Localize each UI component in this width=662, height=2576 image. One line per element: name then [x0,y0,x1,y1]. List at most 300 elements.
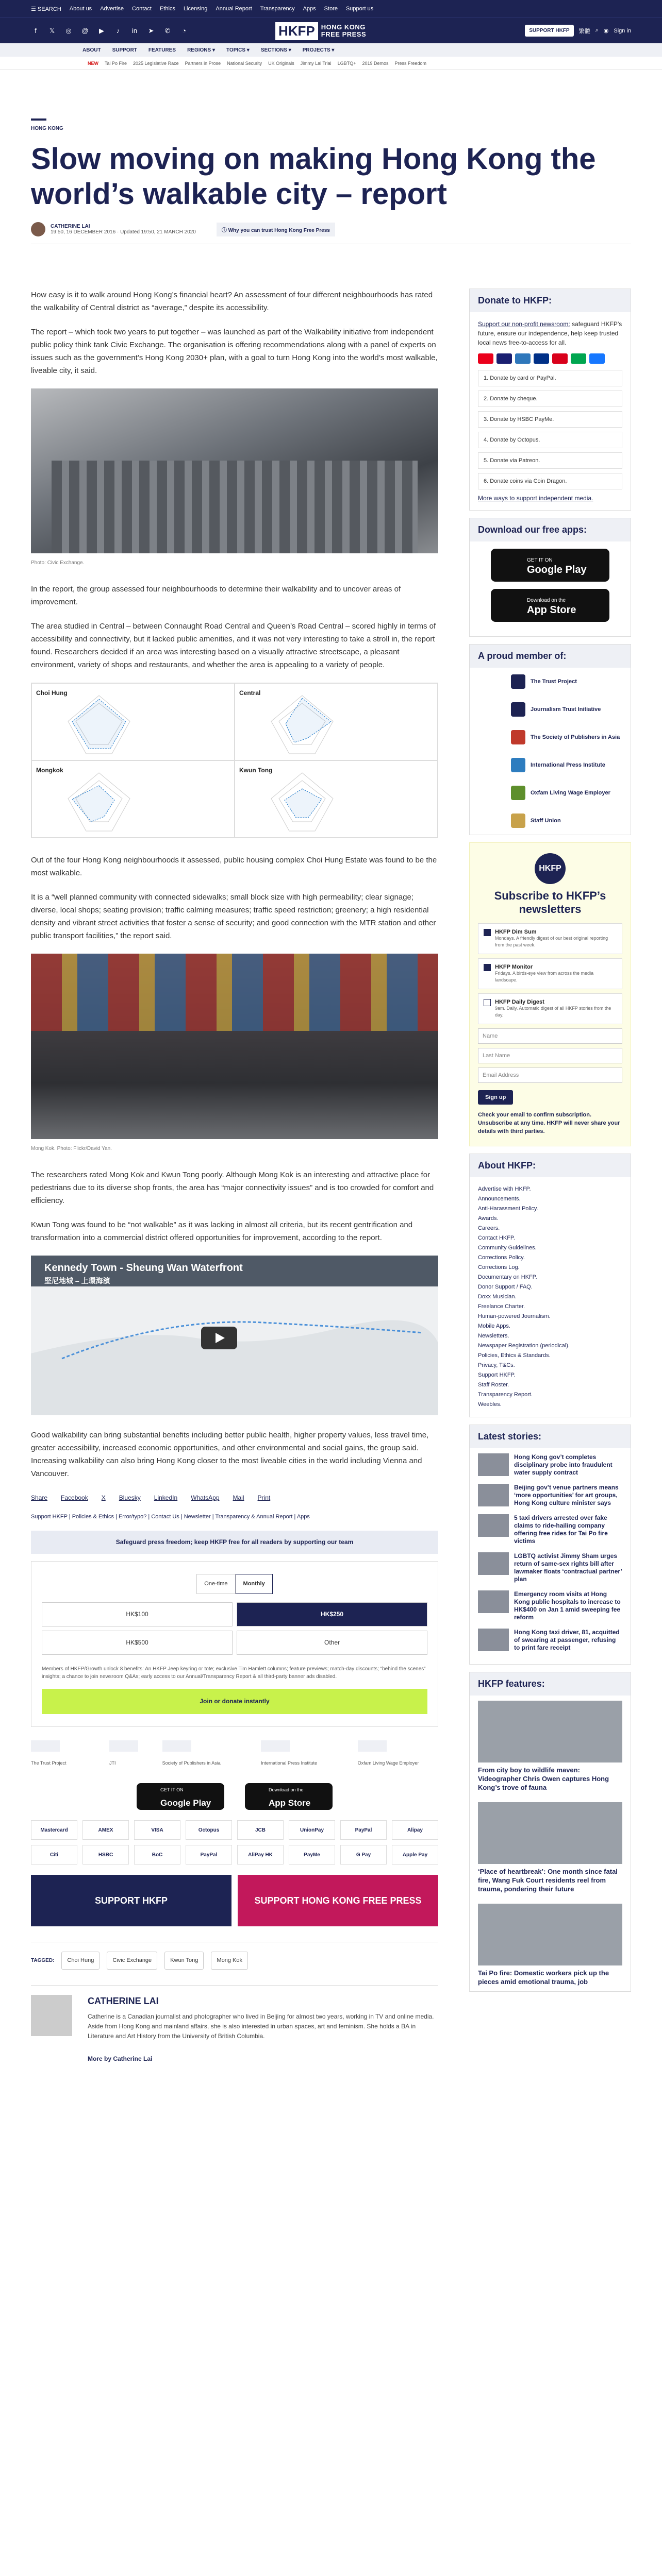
about-link[interactable]: Freelance Charter. [478,1303,525,1310]
badge-label: The Trust Project [31,1760,67,1766]
video-subtitle: 堅尼地城 – 上環海濱 [44,1277,110,1285]
app-store-button[interactable] [491,589,609,622]
donation-widget [31,1561,438,1727]
tag[interactable]: Mong Kok [211,1952,248,1970]
feature-story[interactable] [470,1797,631,1899]
story-title: Emergency room visits at Hong Kong public hospitals to increase to HK$400 on Jan 1 amid sweeping fee reform [514,1590,621,1621]
payment-logo: Alipay [392,1820,438,1840]
author-box-name[interactable]: CATHERINE LAI [88,1996,159,2006]
chart-title: Kwun Tong [239,767,273,774]
trending-bar [0,57,662,70]
badge-label: JTI [109,1760,116,1766]
payment-logo: BoC [134,1845,180,1865]
payment-logo: JCB [237,1820,284,1840]
radar-svg [266,770,338,835]
trending-link[interactable]: 2025 Legislative Race [133,60,179,66]
search-link[interactable]: ☰ SEARCH [31,6,61,12]
tiktok-icon[interactable]: ♪ [116,27,120,35]
payment-logo: Apple Pay [392,1845,438,1865]
member-org[interactable] [470,723,631,751]
author-name[interactable]: CATHERINE LAI [51,224,90,229]
about-link[interactable]: Support HKFP. [478,1372,516,1378]
user-icon: ◉ [603,28,609,34]
tag[interactable]: Kwun Tong [164,1952,204,1970]
feature-title: Tai Po fire: Domestic workers pick up the pieces amid emotional trauma, job [478,1969,609,1986]
radar-series [72,786,114,822]
member-org[interactable] [470,779,631,807]
newsletter-note: Check your email to confirm subscription. Unsubscribe at any time. HKFP will never share your details with third parties. [478,1112,620,1134]
nl-desc: Mondays. A friendly digest of our best original reporting from the past week. [495,936,608,947]
as-label: App Store [527,604,576,616]
org-name: Oxfam Living Wage Employer [531,790,610,796]
footer-links[interactable]: Support HKFP | Policies & Ethics | Error/typo? | Contact Us | Newsletter | Transparency & Annual Report | Apps [31,1514,310,1520]
author-avatar [31,222,45,236]
org-name: The Society of Publishers in Asia [531,734,620,740]
latest-story[interactable] [478,1629,622,1652]
about-link[interactable]: Community Guidelines. [478,1245,537,1251]
nav-item[interactable]: PROJECTS ▾ [302,47,335,53]
last-name-input[interactable]: Last Name [478,1048,622,1063]
badge-logo [162,1740,191,1752]
nl-name: HKFP Dim Sum [495,929,537,935]
about-link[interactable]: Documentary on HKFP. [478,1274,537,1280]
latest-panel [469,1425,631,1665]
waterfront-video[interactable] [31,1256,438,1415]
about-link[interactable]: Anti-Harassment Policy. [478,1206,538,1212]
top-link[interactable]: Licensing [183,6,208,12]
latest-story[interactable] [478,1453,622,1477]
radar-chart [31,760,235,838]
org-name: International Press Institute [531,762,605,768]
payment-logo: UnionPay [289,1820,335,1840]
paragraph: The report – which took two years to put together – was launched as part of the Walkability initiative from independent public policy think tank Civic Exchange. The organisation is offering recommendations along with a panel of experts on issues such as the government’s Hong Kong 2030+ plan, with a goal to turn Hong Kong into the world’s most walkable, liveable city, it said. [31,328,438,375]
badge-label: International Press Institute [260,1760,318,1766]
photo-caption: Photo: Civic Exchange. [31,560,85,566]
top-link[interactable]: Contact [132,6,152,12]
latest-story[interactable] [478,1484,622,1507]
feature-image [478,1904,622,1965]
donate-link[interactable]: Support our non-profit newsroom: [478,320,570,328]
youtube-icon[interactable]: ▶ [99,26,104,35]
about-link[interactable]: Announcements. [478,1196,521,1202]
about-link[interactable]: Privacy, T&Cs. [478,1362,515,1368]
author-bio: Catherine is a Canadian journalist and photographer who lived in Beijing for almost two years, working in TV and online media. Aside from Hong Kong and mainland affairs, she is also interested in urban spaces, art and feminism. She holds a BA in Literature and Art History from the University of British Columbia. [88,2013,434,2040]
paragraph: How easy is it to walk around Hong Kong’s financial heart? An assessment of four different neighbourhoods has rated the walkability of Central district as “average,” despite its accessibility. [31,291,433,312]
join-button[interactable]: Join or donate instantly [42,1689,427,1714]
about-link[interactable]: Contact HKFP. [478,1235,515,1241]
linkedin-icon[interactable]: in [131,27,138,35]
about-title: About HKFP: [470,1154,631,1177]
story-title: Beijing gov’t venue partners means ‘more opportunities’ for art groups, Hong Kong culture minister says [514,1484,619,1506]
search-label: SEARCH [37,6,61,12]
byline-text [51,224,196,235]
article-dates: 19:50, 16 DECEMBER 2016 · Updated 19:50, 21 MARCH 2020 [51,229,196,235]
photo-signs [31,954,438,1031]
rss-icon[interactable]: ◔ [182,27,186,35]
trending-link[interactable]: Partners in Prose [185,60,221,66]
as-label: App Store [269,1798,311,1808]
video-title: Kennedy Town - Sheung Wan Waterfront [44,1262,243,1274]
proud-title: A proud member of: [470,645,631,668]
payment-logo: AliPay HK [237,1845,284,1865]
nav-item[interactable]: REGIONS ▾ [187,47,215,53]
sign-in-link[interactable]: Sign in [614,27,631,34]
trending-link[interactable]: Tai Po Fire [105,60,127,66]
badge-trust-project[interactable] [31,1740,89,1770]
chart-title: Choi Hung [36,689,68,697]
gp-label: Google Play [527,564,587,575]
newsletter-option[interactable] [478,993,622,1024]
nav-item[interactable]: SUPPORT [112,47,137,53]
top-link[interactable]: Annual Report [216,6,252,12]
donate-option[interactable]: 1. Donate by card or PayPal. [478,370,622,386]
nav-item[interactable]: FEATURES [148,47,176,53]
newsletter-panel [469,842,631,1146]
story-thumbnail [478,1453,509,1476]
google-play-button[interactable] [137,1783,224,1810]
story-title: Hong Kong gov’t completes disciplinary probe into fraudulent water supply contract [514,1453,613,1476]
trust-label: Why you can trust Hong Kong Free Press [228,227,330,233]
badge-label: Oxfam Living Wage Employer [357,1760,419,1766]
trending-link[interactable]: LGBTQ+ [337,60,356,66]
about-link[interactable]: Policies, Ethics & Standards. [478,1352,551,1359]
new-badge: NEW [88,60,98,66]
apps-panel [469,518,631,637]
org-name: The Trust Project [531,679,577,685]
frequency-toggle [42,1574,427,1594]
logo-text [321,24,366,39]
tag[interactable]: Civic Exchange [107,1952,157,1970]
donate-option[interactable]: 6. Donate coins via Coin Dragon. [478,473,622,489]
org-logo [511,730,525,744]
feature-title: From city boy to wildlife maven: Videographer Chris Owen captures Hong Kong’s trove of fauna [478,1766,609,1791]
feature-image [478,1701,622,1762]
hkfp-logo-circle: HKFP [535,853,566,884]
donate-text: safeguard HKFP’s future, ensure our independence, help keep trusted local news free-to-access for all. [478,320,622,346]
member-org[interactable] [470,807,631,835]
donate-option[interactable]: 2. Donate by cheque. [478,391,622,407]
org-logo [511,702,525,717]
amount-option[interactable]: HK$500 [42,1631,233,1655]
header-tools [525,25,631,37]
paragraph: Good walkability can bring substantial benefits including better public health, higher property values, less travel time, greater accessibility, increased economic opportunities, and other environmental and social gains, the group said. Increasing walkability can also bring Hong Kong closer to the most liveable cities in the world including Vienna and Vancouver. [31,1431,429,1478]
payment-logo: PayMe [289,1845,335,1865]
org-logo [511,758,525,772]
story-title: LGBTQ activist Jimmy Sham urges return of same-sex rights bill after lawmaker floats ‘contractual partner’ plan [514,1552,622,1583]
article-body [31,289,438,2065]
nl-name: HKFP Monitor [495,964,533,970]
badge-oxfam[interactable] [358,1740,438,1770]
about-link[interactable]: Weebles. [478,1401,502,1408]
about-link[interactable]: Corrections Log. [478,1264,520,1270]
story-thumbnail [478,1590,509,1613]
org-logo [511,814,525,828]
member-org[interactable] [470,668,631,696]
member-org[interactable] [470,751,631,779]
chart-title: Mongkok [36,767,63,774]
sidebar [469,289,631,1999]
mastercard-icon [478,353,493,364]
gp-small: GET IT ON [160,1787,184,1792]
amount-option-selected[interactable]: HK$250 [237,1602,427,1626]
features-panel [469,1672,631,1992]
top-utility-bar [0,0,662,18]
story-thumbnail [478,1552,509,1575]
amount-option[interactable]: HK$100 [42,1602,233,1626]
feature-image [478,1802,622,1864]
amount-options [42,1602,427,1655]
trending-link[interactable]: Press Freedom [394,60,427,66]
author-box [31,1985,438,2065]
gp-small: GET IT ON [527,557,553,563]
amount-other[interactable]: Other [237,1631,427,1655]
main-nav [0,43,662,57]
donate-title: Donate to HKFP: [470,289,631,312]
photo-street [52,461,418,553]
top-link[interactable]: Transparency [260,6,295,12]
unionpay-icon [552,353,568,364]
alipay-icon [589,353,605,364]
share-links [31,1492,438,1504]
badge-logo [261,1740,290,1752]
radar-svg [63,770,135,835]
donate-option[interactable]: 5. Donate via Patreon. [478,452,622,469]
telegram-icon[interactable]: ➤ [148,26,154,35]
radar-chart [235,760,438,838]
badge-logo [358,1740,387,1752]
radar-svg [63,693,135,757]
latest-list [470,1448,631,1664]
walkability-charts [31,683,438,838]
payment-logo: VISA [134,1820,180,1840]
about-link[interactable]: Awards. [478,1215,499,1222]
story-title: Hong Kong taxi driver, 81, acquitted of swearing at passenger, refusing to print fare receipt [514,1629,620,1651]
logo-line-2: FREE PRESS [321,30,367,38]
visa-icon [496,353,512,364]
chart-title: Central [239,689,261,697]
payment-logo: AMEX [82,1820,129,1840]
paragraph: The area studied in Central – between Connaught Road Central and Queen’s Road Central – scored highly in terms of accessibility and connectivity, but it lacked public amenities, and it was not very interesting to take a stroll in, the report found. Researchers decided if an area was interesting based on a visually attractive streetscape, a pleasant environment, variety of shops and restaurants, and whether the area is appealing to a variety of people. [31,622,436,669]
article-title: Slow moving on making Hong Kong the world’s walkable city – report [31,142,596,211]
amex-icon [515,353,531,364]
nl-name: HKFP Daily Digest [495,999,544,1005]
top-link[interactable]: Advertise [100,6,124,12]
social-icons [31,26,189,36]
logo-line-1: HONG KONG [321,23,366,31]
paragraph: Kwun Tong was found to be “not walkable” as it was lacking in almost all criteria, but its recent gentrification and transformation into a commercial district offered opportunities for improvement, according to the report. [31,1221,413,1242]
nl-desc: Fridays. A birds-eye view from across the media landscape. [495,971,594,982]
about-link[interactable]: Corrections Policy. [478,1255,525,1261]
trending-link[interactable]: National Security [227,60,262,66]
story-thumbnail [478,1514,509,1537]
nav-item[interactable]: SECTIONS ▾ [260,47,291,53]
about-link[interactable]: Newsletters. [478,1333,509,1339]
monthly-tab[interactable]: Monthly [236,1574,273,1594]
badge-logo [109,1740,138,1752]
tag[interactable]: Choi Hung [61,1952,100,1970]
radar-series [285,789,322,818]
apps-title: Download our free apps: [470,518,631,541]
top-link[interactable]: Support us [345,6,374,12]
about-link[interactable]: Mobile Apps. [478,1323,510,1329]
paragraph: The researchers rated Mong Kok and Kwun Tong poorly. Although Mong Kok is an interesting and attractive place for pedestrians due to its diverse shop fronts, the area has “major connectivity issues” and is too crowded for comfort and efficiency. [31,1171,434,1205]
org-logo [511,786,525,800]
chinese-toggle[interactable]: 繁體 [578,28,590,35]
donate-option[interactable]: 3. Donate by HSBC PayMe. [478,411,622,428]
app-store-buttons [31,1783,438,1810]
article-photo [31,388,438,553]
email-input[interactable]: Email Address [478,1067,622,1083]
paragraph: It is a “well planned community with connected sidewalks; small block size with high permeability; clear signage; diverse, local shops; seating provision; traffic calming measures; traffic speed restriction; greenery; a high residential density and vibrant street activities that foster a sense of security; and good connection with the MTR station and other public transport facilities,” the report said. [31,893,436,940]
facebook-icon[interactable]: f [35,27,37,35]
org-name: Journalism Trust Initiative [531,706,601,713]
about-link[interactable]: Donor Support / FAQ. [478,1284,533,1290]
donate-options [478,370,622,489]
trending-link[interactable]: 2019 Demos [362,60,389,66]
org-name: Staff Union [531,818,561,824]
top-link[interactable]: Store [324,6,338,12]
tags-row [31,1942,438,1970]
nav-item[interactable]: TOPICS ▾ [226,47,250,53]
gp-label: Google Play [160,1798,211,1808]
safeguard-banner[interactable]: Safeguard press freedom; keep HKFP free for all readers by supporting our team [31,1531,438,1554]
app-store-button[interactable] [245,1783,333,1810]
member-badges [31,1740,438,1770]
more-ways-link[interactable]: More ways to support independent media. [478,495,593,502]
badge-label: Society of Publishers in Asia [162,1760,221,1766]
donate-option[interactable]: 4. Donate by Octopus. [478,432,622,448]
newsletter-option[interactable] [478,958,622,989]
site-logo[interactable] [275,19,389,43]
newsletter-title: Subscribe to HKFP’s newsletters [494,889,606,916]
promo-banners [31,1875,438,1926]
story-title: 5 taxi drivers arrested over fake claims to ride-hailing company offering free rides for Tai Po fire victims [514,1514,608,1545]
share-link[interactable]: Bluesky [119,1494,141,1501]
about-link[interactable]: Doxx Musician. [478,1294,517,1300]
member-org[interactable] [470,696,631,723]
story-thumbnail [478,1484,509,1506]
radar-chart [235,683,438,760]
org-logo [511,674,525,689]
payment-logo: Mastercard [31,1820,77,1840]
payment-logo: HSBC [82,1845,129,1865]
membership-note: Members of HKFP/Growth unlock 8 benefits: An HKFP Jeep keyring or tote; exclusive Tim Hamlett columns; feature previews; match-day discounts; “behind the scenes” insights; a chance to join newsroom Q&As; early access to our Annual/Transparency Report & all third-party banner ads disabled. [42,1666,426,1680]
trust-link[interactable]: ⓘ Why you can trust Hong Kong Free Press [217,223,335,236]
paypal-icon [534,353,549,364]
logo-mark: HKFP [275,22,318,40]
checkbox-checked[interactable] [484,964,491,971]
latest-story[interactable] [478,1552,622,1583]
top-link[interactable]: Apps [303,6,316,12]
badge-sopa[interactable] [162,1740,240,1770]
paragraph: Out of the four Hong Kong neighbourhoods it assessed, public housing complex Choi Hung Estate was found to be the most walkable. [31,856,437,877]
byline [31,222,631,244]
payment-logo: Citi [31,1845,77,1865]
badge-ipi[interactable] [261,1740,337,1770]
onetime-tab[interactable]: One-time [196,1574,235,1594]
paragraph: In the report, the group assessed four neighbourhoods to determine their walkability and to uncover areas of improvement. [31,585,401,606]
search-icon[interactable]: ⌕ [595,27,599,33]
signup-button[interactable]: Sign up [478,1090,513,1105]
nl-desc: 9am. Daily. Automatic digest of all HKFP stories from the day. [495,1006,611,1018]
as-small: Download on the [269,1787,304,1792]
about-link[interactable]: Advertise with HKFP. [478,1186,531,1192]
about-link[interactable]: Human-powered Journalism. [478,1313,551,1319]
about-link[interactable]: Newspaper Registration (periodical). [478,1343,570,1349]
feature-story[interactable] [470,1899,631,1991]
about-link[interactable]: Transparency Report. [478,1392,533,1398]
latest-story[interactable] [478,1590,622,1621]
x-icon[interactable]: 𝕏 [49,26,55,35]
latest-story[interactable] [478,1514,622,1545]
mong-kok-photo [31,954,438,1139]
tags-label: TAGGED: [31,1958,55,1963]
article-header [31,118,631,275]
radar-svg [266,693,338,757]
whatsapp-icon[interactable]: ✆ [164,26,171,35]
badge-logo [31,1740,60,1752]
trending-link[interactable]: UK Originals [268,60,294,66]
checkbox-checked[interactable] [484,929,491,936]
payment-logo: G Pay [340,1845,387,1865]
waterfront-illustration [31,1256,438,1415]
feature-story[interactable] [470,1696,631,1797]
share-link[interactable]: Facebook [61,1494,88,1501]
top-link[interactable]: Ethics [159,6,175,12]
checkbox-unchecked[interactable] [484,999,491,1006]
radar-series [72,699,126,749]
google-play-button[interactable] [491,549,609,582]
about-link[interactable]: Staff Roster. [478,1382,509,1388]
latest-title: Latest stories: [470,1425,631,1448]
top-link[interactable]: About us [69,6,92,12]
share-link[interactable]: WhatsApp [191,1494,220,1501]
nav-item[interactable]: ABOUT [82,47,101,53]
support-hkfp-button[interactable]: SUPPORT HKFP [525,25,573,37]
donate-panel [469,289,631,511]
share-link[interactable]: LinkedIn [154,1494,178,1501]
features-list [470,1696,631,1991]
more-by-author-link[interactable]: More by Catherine Lai [88,2055,153,2062]
name-input[interactable]: Name [478,1028,622,1044]
section-tag[interactable]: HONG KONG [31,118,46,131]
story-thumbnail [478,1629,509,1651]
threads-icon[interactable]: @ [81,27,89,35]
membership-panel [469,644,631,835]
payment-cards [478,353,622,364]
share-link[interactable]: Share [31,1494,48,1501]
payment-methods [31,1820,438,1865]
payment-logo: Octopus [186,1820,232,1840]
promo-banner[interactable]: SUPPORT HKFP [31,1875,231,1926]
payment-logo: PayPal [186,1845,232,1865]
payment-logo: PayPal [340,1820,387,1840]
badge-jti[interactable] [109,1740,142,1770]
photo-caption: Mong Kok. Photo: Flickr/David Yan. [31,1146,112,1151]
promo-banner[interactable]: SUPPORT HONG KONG FREE PRESS [238,1875,438,1926]
share-link[interactable]: X [101,1494,106,1501]
about-link[interactable]: Careers. [478,1225,500,1231]
features-title: HKFP features: [470,1672,631,1696]
feature-title: ‘Place of heartbreak’: One month since fatal fire, Wang Fuk Court residents reel from trauma, pondering their future [478,1868,618,1893]
trending-link[interactable]: Jimmy Lai Trial [300,60,332,66]
author-photo [31,1995,72,2036]
newsletter-option[interactable] [478,923,622,954]
as-small: Download on the [527,598,566,603]
instagram-icon[interactable]: ◎ [65,26,72,35]
share-link[interactable]: Print [257,1494,271,1501]
share-link[interactable]: Mail [233,1494,244,1501]
